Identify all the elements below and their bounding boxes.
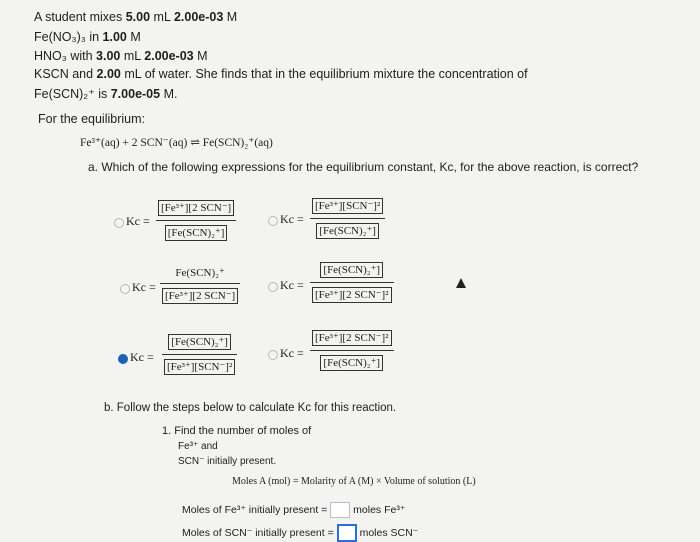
problem-line-5: Fe(SCN)₂⁺ is 7.00e-05 M. xyxy=(34,87,178,101)
numerator: Fe(SCN)₂⁺ xyxy=(175,267,225,279)
kc-label: Kc = xyxy=(126,214,150,228)
moles-scn-input[interactable] xyxy=(337,524,357,542)
kc-label: Kc = xyxy=(280,346,304,360)
kc-option-1[interactable] xyxy=(114,198,274,250)
radio-button[interactable] xyxy=(268,350,278,360)
denominator: [Fe(SCN)₂⁺] xyxy=(165,225,228,241)
moles-scn-unit: moles SCN⁻ xyxy=(359,526,419,539)
kc-option-4[interactable] xyxy=(268,260,428,312)
kc-label: Kc = xyxy=(280,212,304,226)
problem-line-2: Fe(NO₃)₃ in 1.00 M xyxy=(34,30,141,44)
kc-fraction xyxy=(310,196,385,241)
numerator: [Fe³⁺][SCN⁻]² xyxy=(312,198,383,214)
problem-line-4: KSCN and 2.00 mL of water. She finds that in the equilibrium mixture the concentration of xyxy=(34,67,528,81)
problem-line-1: A student mixes 5.00 mL 2.00e-03 M xyxy=(34,10,238,24)
equilibrium-reaction: Fe³⁺(aq) + 2 SCN⁻(aq) ⇌ Fe(SCN)₂⁺(aq) xyxy=(80,137,273,149)
kc-option-2[interactable] xyxy=(268,196,428,248)
moles-fe-unit: moles Fe³⁺ xyxy=(353,503,406,516)
kc-label: Kc = xyxy=(130,350,154,364)
kc-label: Kc = xyxy=(280,278,304,292)
part-a-question: a. Which of the following expressions for the equilibrium constant, Kc, for the above reaction, is correct? xyxy=(88,160,639,174)
kc-option-3[interactable] xyxy=(120,264,280,316)
numerator: [Fe(SCN)₂⁺] xyxy=(168,334,231,350)
denominator: [Fe³⁺][2 SCN⁻] xyxy=(162,288,238,304)
part-b-title: b. Follow the steps below to calculate Kc for this reaction. xyxy=(104,402,397,414)
denominator: [Fe(SCN)₂⁺] xyxy=(320,355,383,371)
moles-fe-input[interactable] xyxy=(330,502,350,518)
moles-fe-label: Moles of Fe³⁺ initially present = xyxy=(182,503,328,516)
moles-fe-row xyxy=(182,502,405,518)
equilibrium-label: For the equilibrium: xyxy=(38,112,145,126)
radio-button[interactable] xyxy=(120,284,130,294)
step-1-line-2: Fe³⁺ and xyxy=(178,441,218,452)
numerator: [Fe³⁺][2 SCN⁻]² xyxy=(312,330,392,346)
numerator: [Fe(SCN)₂⁺] xyxy=(320,262,383,278)
kc-option-6[interactable] xyxy=(268,328,428,380)
moles-formula: Moles A (mol) = Molarity of A (M) × Volume of solution (L) xyxy=(232,476,476,487)
kc-label: Kc = xyxy=(132,280,156,294)
kc-option-5[interactable] xyxy=(118,332,278,384)
kc-fraction xyxy=(162,332,237,377)
step-1-line-1: 1. Find the number of moles of xyxy=(162,425,312,437)
radio-button[interactable] xyxy=(114,218,124,228)
moles-scn-label: Moles of SCN⁻ initially present = xyxy=(182,526,334,539)
kc-fraction xyxy=(160,264,240,306)
moles-scn-row xyxy=(182,524,418,542)
radio-button-selected[interactable] xyxy=(118,354,128,364)
problem-line-3: HNO₃ with 3.00 mL 2.00e-03 M xyxy=(34,49,208,63)
denominator: [Fe³⁺][SCN⁻]² xyxy=(164,359,235,375)
mouse-cursor-icon xyxy=(456,278,466,288)
step-1-line-3: SCN⁻ initially present. xyxy=(178,456,277,467)
radio-button[interactable] xyxy=(268,216,278,226)
kc-fraction xyxy=(156,198,236,243)
numerator: [Fe³⁺][2 SCN⁻] xyxy=(158,200,234,216)
denominator: [Fe³⁺][2 SCN⁻]² xyxy=(312,287,392,303)
kc-fraction xyxy=(310,328,394,373)
kc-fraction xyxy=(310,260,394,305)
denominator: [Fe(SCN)₂⁺] xyxy=(316,223,379,239)
radio-button[interactable] xyxy=(268,282,278,292)
